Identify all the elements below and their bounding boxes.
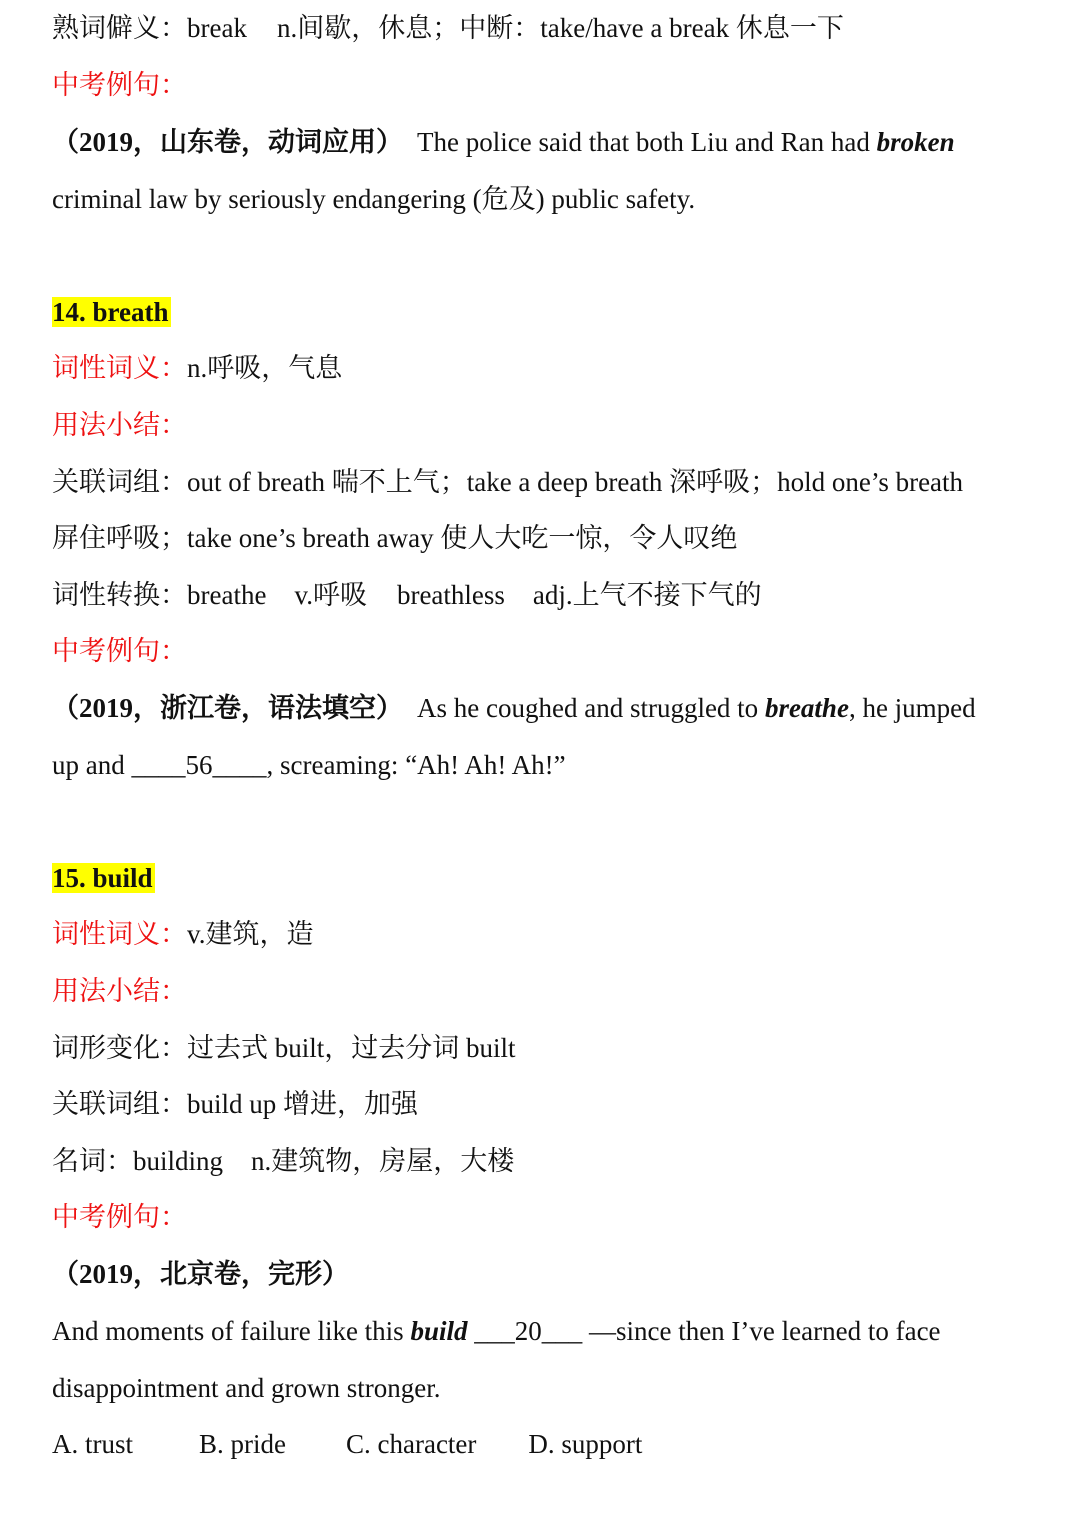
phrases-line: 屏住呼吸；take one’s breath away 使人大吃一惊，令人叹绝 [52,523,738,553]
example-keyword: broken [876,127,955,157]
familiar-meaning-word: break [187,13,247,43]
example-source: （2019，山东卷，动词应用） [52,127,403,157]
phrases-label: 关联词组： [52,467,187,497]
example-sentence-line: disappointment and grown stronger. [52,1373,441,1403]
pos-meaning-line [52,350,342,386]
phrases-line: 关联词组：build up 增进，加强 [52,1089,419,1119]
conversion-line [52,577,762,613]
example-source: （2019，北京卷，完形） [52,1259,349,1289]
section-title-exam-example: 中考例句： [52,1202,187,1232]
option-d: D. support [528,1429,643,1459]
entry-heading [52,860,155,896]
word-forms-line: 词形变化：过去式 built，过去分词 built [52,1033,516,1063]
example-sentence-line [52,124,955,160]
entry-heading-text: 15. build [52,863,153,893]
option-c: C. character [346,1429,477,1459]
conversion-meaning: v.呼吸 [294,580,367,610]
example-text: The police said that both Liu and Ran had [417,127,877,157]
pos-label: 词性词义： [52,353,187,383]
conversion-meaning: adj.上气不接下气的 [532,580,762,610]
conversion-word: breathe [187,580,267,610]
section-title-exam-example: 中考例句： [52,70,187,100]
conversion-word: breathless [396,580,505,610]
pos-label: 词性词义： [52,919,187,949]
familiar-meaning-label: 熟词僻义： [52,13,187,43]
option-a: A. trust [52,1429,133,1459]
section-title-usage: 用法小结： [52,410,187,440]
pos-meaning-line [52,916,314,952]
noun-line [52,1143,514,1179]
example-text: As he coughed and struggled to [417,693,765,723]
pos-value: n.呼吸，气息 [187,353,343,383]
conversion-label: 词性转换： [52,580,187,610]
option-b: B. pride [199,1429,286,1459]
noun-label: 名词： [52,1146,133,1176]
example-keyword: breathe [764,693,849,723]
section-title-exam-example: 中考例句： [52,636,187,666]
noun-meaning: n.建筑物，房屋，大楼 [251,1146,515,1176]
example-sentence-line: up and ____56____, screaming: “Ah! Ah! Ah!” [52,750,566,780]
example-sentence-line: criminal law by seriously endangering (危及) public safety. [52,184,696,214]
example-text: ___20___ —since then I’ve learned to face [467,1316,941,1346]
example-text: And moments of failure like this [52,1316,411,1346]
example-text: , he jumped [848,693,976,723]
phrases-text: out of breath 喘不上气；take a deep breath 深呼吸；hold one’s breath [187,467,964,497]
noun-word: building [133,1146,224,1176]
phrases-line [52,464,963,500]
example-sentence-line [52,1313,941,1349]
section-title-usage: 用法小结： [52,976,187,1006]
familiar-meaning-line [52,10,844,46]
entry-heading-text: 14. breath [52,297,169,327]
answer-options [52,1426,642,1462]
pos-value: v.建筑，造 [187,919,314,949]
example-keyword: build [410,1316,468,1346]
entry-heading [52,294,171,330]
example-source: （2019，浙江卷，语法填空） [52,693,403,723]
example-sentence-line [52,690,976,726]
familiar-meaning-text: n.间歇，休息；中断：take/have a break 休息一下 [276,13,844,43]
